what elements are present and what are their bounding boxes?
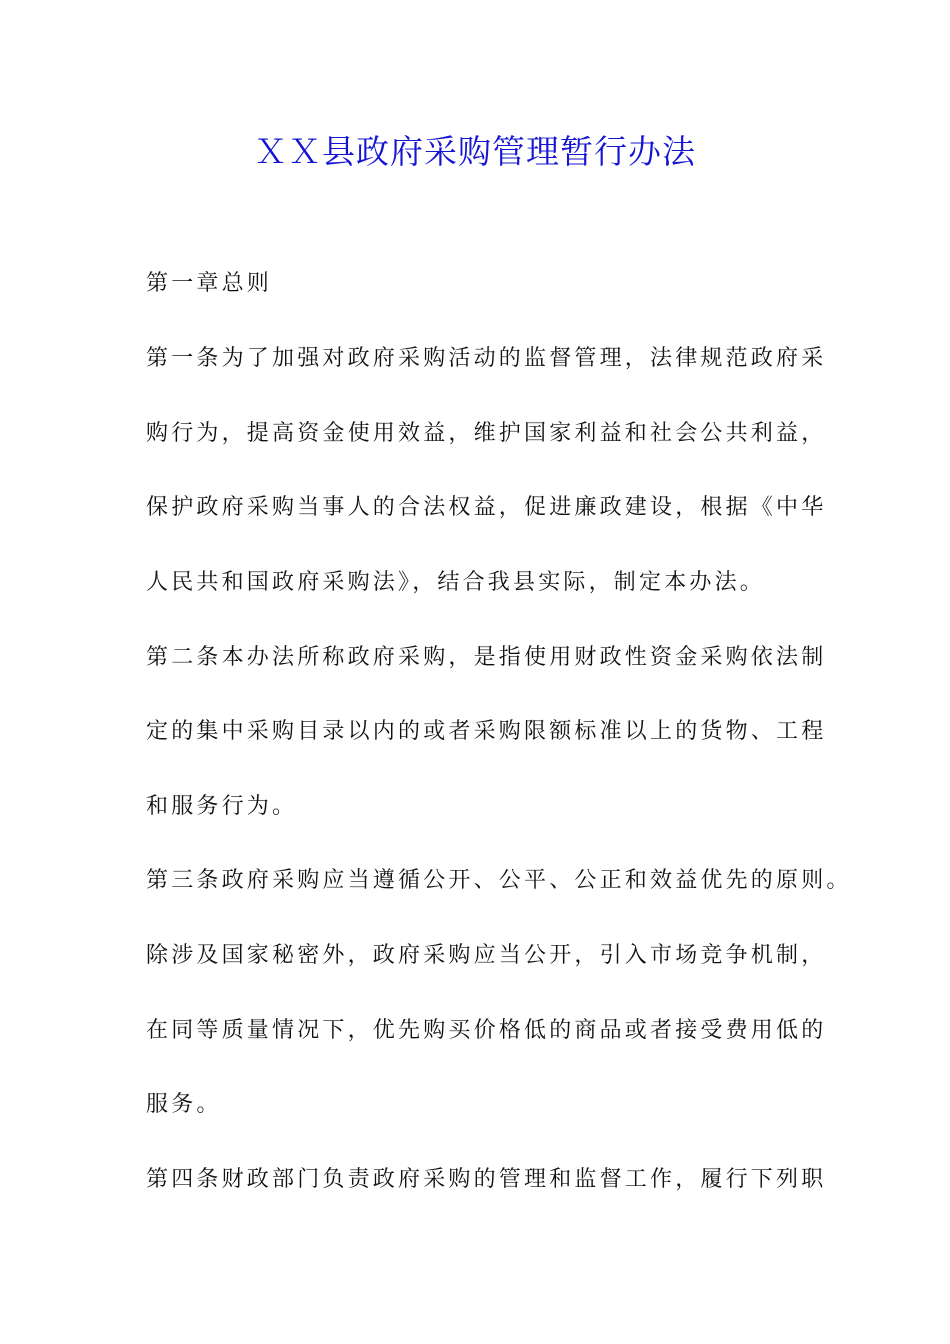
body-line: 和服务行为。 <box>146 794 298 819</box>
body-line: 第二条本办法所称政府采购，是指使用财政性资金采购依法制 <box>146 645 827 670</box>
body-line: 第四条财政部门负责政府采购的管理和监督工作，履行下列职 <box>146 1167 827 1192</box>
body-line: 除涉及国家秘密外，政府采购应当公开，引入市场竞争机制， <box>146 943 827 968</box>
body-line: 第三条政府采购应当遵循公开、公平、公正和效益优先的原则。 <box>146 868 852 893</box>
body-line: 购行为，提高资金使用效益，维护国家利益和社会公共利益， <box>146 421 827 446</box>
document-title: ＸＸ县政府采购管理暂行办法 <box>254 132 696 171</box>
body-line: 第一条为了加强对政府采购活动的监督管理，法律规范政府采 <box>146 346 827 371</box>
chapter-heading: 第一章总则 <box>146 271 273 296</box>
body-line: 在同等质量情况下，优先购买价格低的商品或者接受费用低的 <box>146 1018 827 1043</box>
body-line: 服务。 <box>146 1092 222 1117</box>
body-line: 定的集中采购目录以内的或者采购限额标准以上的货物、工程 <box>146 719 827 744</box>
body-line: 保护政府采购当事人的合法权益，促进廉政建设，根据《中华 <box>146 495 827 520</box>
body-line: 人民共和国政府采购法》，结合我县实际，制定本办法。 <box>146 570 766 595</box>
